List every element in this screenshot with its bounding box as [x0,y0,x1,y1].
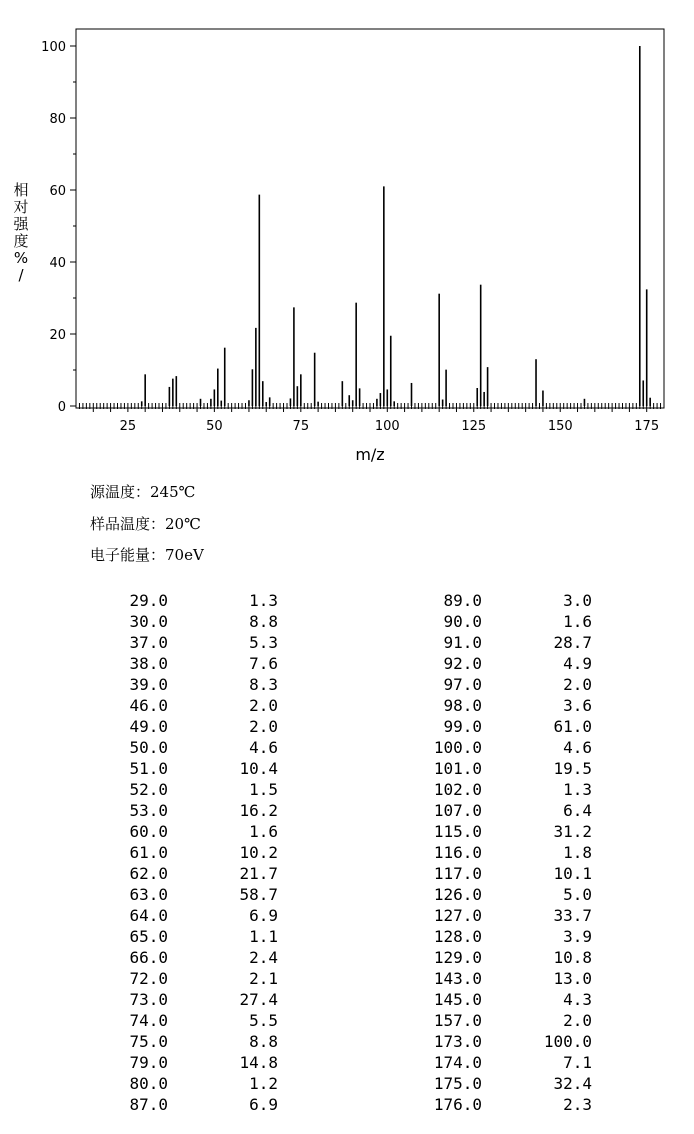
peak-mz: 73.0 [129,990,168,1009]
peak-row [90,800,278,821]
peak-row [404,1010,592,1031]
peak-row [404,1094,592,1115]
peak-mz: 74.0 [129,1011,168,1030]
peak-mz: 92.0 [443,654,482,673]
peak-row [404,821,592,842]
peak-mz: 80.0 [129,1074,168,1093]
peak-mz: 39.0 [129,675,168,694]
peak-abundance: 6.4 [563,801,592,820]
sample-temperature [90,513,201,534]
peak-row [404,590,592,611]
peak-mz: 50.0 [129,738,168,757]
peak-mz: 79.0 [129,1053,168,1072]
peak-row [90,842,278,863]
peak-mz: 62.0 [129,864,168,883]
y-tick-label: 80 [49,112,66,127]
peak-mz: 175.0 [433,1074,482,1093]
peak-row [404,779,592,800]
peak-row [404,674,592,695]
peak-abundance: 13.0 [553,969,592,988]
peak-bars [142,46,650,406]
peak-row [404,884,592,905]
peak-abundance: 27.4 [239,990,278,1009]
peak-mz: 63.0 [129,885,168,904]
peak-row [90,989,278,1010]
peak-mz: 97.0 [443,675,482,694]
peak-mz: 64.0 [129,906,168,925]
sample-temperature-label: 样品温度： [90,515,166,533]
peak-mz: 61.0 [129,843,168,862]
peak-row [404,863,592,884]
peak-abundance: 16.2 [239,801,278,820]
peak-row [404,926,592,947]
peak-abundance: 32.4 [553,1074,592,1093]
peak-row [90,1052,278,1073]
peak-mz: 98.0 [443,696,482,715]
y-axis-label-char: 强 [13,215,29,233]
peak-mz: 101.0 [433,759,482,778]
peak-mz: 128.0 [433,927,482,946]
peak-abundance: 5.5 [249,1011,278,1030]
peak-abundance: 1.6 [563,612,592,631]
peak-abundance: 3.6 [563,696,592,715]
peak-row [90,716,278,737]
peak-row [90,821,278,842]
source-temperature [90,481,195,502]
peak-row [404,758,592,779]
peak-row [90,905,278,926]
peak-abundance: 7.6 [249,654,278,673]
peak-abundance: 58.7 [239,885,278,904]
peak-row [404,800,592,821]
peak-abundance: 1.2 [249,1074,278,1093]
y-tick-label: 0 [57,400,66,415]
peak-row [404,1031,592,1052]
y-tick-label: 100 [41,40,66,55]
peak-abundance: 14.8 [239,1053,278,1072]
peak-mz: 143.0 [433,969,482,988]
peak-row [90,653,278,674]
electron-energy [90,544,204,565]
peak-mz: 117.0 [433,864,482,883]
peak-row [90,1073,278,1094]
peak-abundance: 8.8 [249,1032,278,1051]
x-tick-label: 100 [374,419,400,434]
peak-row [90,632,278,653]
x-axis-label: m/z [355,445,385,464]
peak-mz: 107.0 [433,801,482,820]
peak-mz: 115.0 [433,822,482,841]
peak-abundance: 100.0 [543,1032,592,1051]
sample-temperature-value: 20℃ [165,515,201,533]
peak-abundance: 33.7 [553,906,592,925]
peak-row [404,905,592,926]
peak-row [404,632,592,653]
peak-abundance: 10.4 [239,759,278,778]
peak-row [404,989,592,1010]
peak-row [90,695,278,716]
peak-table-right [404,590,592,1115]
peak-row [90,863,278,884]
peak-mz: 72.0 [129,969,168,988]
mass-spectrum-chart [0,0,694,470]
peak-abundance: 10.2 [239,843,278,862]
peak-row [90,674,278,695]
peak-abundance: 5.0 [563,885,592,904]
peak-mz: 99.0 [443,717,482,736]
source-temperature-value: 245℃ [150,483,196,501]
peak-mz: 49.0 [129,717,168,736]
peak-row [90,758,278,779]
source-temperature-label: 源温度： [90,483,151,501]
peak-mz: 53.0 [129,801,168,820]
electron-energy-value: 70eV [165,546,204,564]
peak-mz: 65.0 [129,927,168,946]
peak-abundance: 1.3 [563,780,592,799]
peak-abundance: 28.7 [553,633,592,652]
peak-mz: 29.0 [129,591,168,610]
peak-abundance: 1.1 [249,927,278,946]
electron-energy-label: 电子能量： [90,546,166,564]
peak-mz: 90.0 [443,612,482,631]
peak-abundance: 1.8 [563,843,592,862]
peak-abundance: 4.3 [563,990,592,1009]
peak-abundance: 1.5 [249,780,278,799]
peak-abundance: 2.4 [249,948,278,967]
peak-row [90,1094,278,1115]
peak-abundance: 4.6 [249,738,278,757]
peak-mz: 66.0 [129,948,168,967]
peak-abundance: 31.2 [553,822,592,841]
peak-mz: 60.0 [129,822,168,841]
peak-row [404,968,592,989]
peak-mz: 127.0 [433,906,482,925]
y-tick-label: 60 [49,184,66,199]
y-axis-label-char: / [18,266,24,284]
peak-abundance: 4.6 [563,738,592,757]
peak-mz: 145.0 [433,990,482,1009]
y-tick-label: 40 [49,256,66,271]
peak-mz: 51.0 [129,759,168,778]
peak-row [90,590,278,611]
peak-abundance: 1.6 [249,822,278,841]
peak-row [404,1073,592,1094]
peak-row [90,884,278,905]
peak-mz: 38.0 [129,654,168,673]
peak-abundance: 8.8 [249,612,278,631]
y-axis-label-text [12,182,30,284]
peak-mz: 52.0 [129,780,168,799]
peak-row [404,1052,592,1073]
peak-row [90,779,278,800]
peak-mz: 116.0 [433,843,482,862]
peak-abundance: 2.3 [563,1095,592,1114]
x-tick-label: 25 [119,419,137,434]
peak-row [90,968,278,989]
peak-abundance: 2.0 [563,1011,592,1030]
peak-mz: 176.0 [433,1095,482,1114]
x-tick-label: 50 [206,419,223,434]
peak-mz: 87.0 [129,1095,168,1114]
peak-mz: 129.0 [433,948,482,967]
peak-abundance: 1.3 [249,591,278,610]
peak-row [404,947,592,968]
x-tick-label: 125 [461,419,487,434]
peak-abundance: 2.0 [249,717,278,736]
peak-abundance: 7.1 [563,1053,592,1072]
peak-row [90,926,278,947]
y-axis-label-char: 相 [13,181,29,199]
peak-abundance: 2.0 [563,675,592,694]
peak-row [404,611,592,632]
peak-abundance: 3.9 [563,927,592,946]
peak-row [90,737,278,758]
peak-abundance: 8.3 [249,675,278,694]
peak-abundance: 4.9 [563,654,592,673]
peak-mz: 100.0 [433,738,482,757]
x-tick-label: 150 [547,419,573,434]
peak-row [90,611,278,632]
peak-mz: 37.0 [129,633,168,652]
peak-abundance: 19.5 [553,759,592,778]
peak-abundance: 5.3 [249,633,278,652]
peak-abundance: 10.8 [553,948,592,967]
peak-mz: 89.0 [443,591,482,610]
peak-abundance: 61.0 [553,717,592,736]
peak-abundance: 3.0 [563,591,592,610]
peak-abundance: 6.9 [249,906,278,925]
y-tick-label: 20 [49,328,66,343]
y-axis-label-char: 度 [13,232,29,250]
y-axis-label-char: 对 [13,198,29,216]
x-tick-label: 175 [634,419,660,434]
peak-row [404,737,592,758]
peak-row [90,1031,278,1052]
peak-mz: 173.0 [433,1032,482,1051]
peak-row [404,716,592,737]
y-axis-label [12,182,30,284]
peak-row [90,947,278,968]
x-tick-label: 75 [292,419,310,434]
peak-row [404,842,592,863]
peak-abundance: 2.0 [249,696,278,715]
y-axis-label-char: % [13,249,29,267]
plot-frame [76,29,664,408]
peak-mz: 91.0 [443,633,482,652]
peak-abundance: 21.7 [239,864,278,883]
peak-mz: 46.0 [129,696,168,715]
peak-abundance: 6.9 [249,1095,278,1114]
peak-row [90,1010,278,1031]
peak-mz: 174.0 [433,1053,482,1072]
peak-table-left [90,590,278,1115]
peak-abundance: 10.1 [553,864,592,883]
peak-row [404,695,592,716]
peak-mz: 102.0 [433,780,482,799]
peak-abundance: 2.1 [249,969,278,988]
peak-mz: 126.0 [433,885,482,904]
peak-mz: 30.0 [129,612,168,631]
y-axis [41,40,76,415]
peak-row [404,653,592,674]
peak-mz: 75.0 [129,1032,168,1051]
peak-mz: 157.0 [433,1011,482,1030]
